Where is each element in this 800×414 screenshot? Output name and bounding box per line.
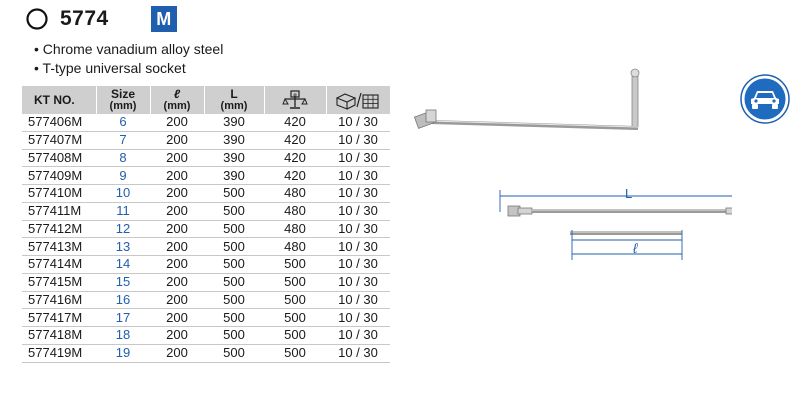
size-cell: 7 (96, 131, 150, 149)
size-cell: 11 (96, 202, 150, 220)
weight-cell: 420 (264, 149, 326, 167)
weight-cell: 500 (264, 327, 326, 345)
length-large-cell: 500 (204, 327, 264, 345)
kt-no-cell: 577416M (22, 291, 96, 309)
size-cell: 12 (96, 220, 150, 238)
car-application-icon (740, 74, 790, 124)
weight-cell: 500 (264, 291, 326, 309)
header-l-small (150, 86, 204, 114)
table-row (22, 309, 390, 327)
tool-diagram (412, 62, 732, 272)
length-small-cell: 200 (150, 238, 204, 256)
kt-no-cell: 577418M (22, 327, 96, 345)
kt-no-cell: 577415M (22, 273, 96, 291)
svg-text:g: g (293, 92, 297, 99)
t-handle-wrench-illustration (414, 69, 639, 128)
scale-weight-icon (264, 86, 326, 114)
kt-no-cell: 577417M (22, 309, 96, 327)
size-cell: 19 (96, 344, 150, 362)
weight-cell: 500 (264, 256, 326, 274)
spec-table (22, 86, 391, 363)
header-size-label: Size (110, 87, 135, 101)
length-small-cell: 200 (150, 309, 204, 327)
header-kt-no: KT NO. (22, 86, 96, 114)
kt-no-cell: 577409M (22, 167, 96, 185)
table-row (22, 131, 390, 149)
weight-cell: 500 (264, 309, 326, 327)
table-row (22, 327, 390, 345)
table-row (22, 202, 390, 220)
table-row (22, 167, 390, 185)
pack-cell: 10 / 30 (326, 131, 390, 149)
size-cell: 15 (96, 273, 150, 291)
size-cell: 16 (96, 291, 150, 309)
table-row (22, 291, 390, 309)
pack-cell: 10 / 30 (326, 220, 390, 238)
table-row (22, 220, 390, 238)
full-length-diagram (500, 190, 732, 216)
product-header (26, 4, 177, 34)
weight-cell: 480 (264, 202, 326, 220)
pack-cell: 10 / 30 (326, 167, 390, 185)
header-l-large-unit: (mm) (220, 100, 248, 112)
length-small-cell: 200 (150, 149, 204, 167)
length-small-cell: 200 (150, 131, 204, 149)
length-large-cell: 390 (204, 167, 264, 185)
material-badge: M (151, 6, 177, 32)
weight-cell: 420 (264, 131, 326, 149)
pack-cell: 10 / 30 (326, 238, 390, 256)
pack-cell: 10 / 30 (326, 185, 390, 203)
length-small-cell: 200 (150, 344, 204, 362)
pack-cell: 10 / 30 (326, 344, 390, 362)
header-l-small-label: ℓ (173, 87, 181, 101)
length-large-cell: 500 (204, 256, 264, 274)
weight-cell: 420 (264, 114, 326, 131)
table-row (22, 273, 390, 291)
table-row (22, 185, 390, 203)
kt-no-cell: 577419M (22, 344, 96, 362)
size-cell: 8 (96, 149, 150, 167)
model-number: 5774 (60, 7, 109, 30)
weight-cell: 420 (264, 167, 326, 185)
length-small-cell: 200 (150, 185, 204, 203)
length-large-cell: 390 (204, 131, 264, 149)
size-cell: 17 (96, 309, 150, 327)
table-row (22, 344, 390, 362)
length-large-cell: 500 (204, 202, 264, 220)
pack-cell: 10 / 30 (326, 202, 390, 220)
length-small-cell: 200 (150, 256, 204, 274)
dimension-label-L: L (625, 186, 633, 201)
box-pack-icon (326, 86, 390, 114)
table-row (22, 256, 390, 274)
length-large-cell: 500 (204, 291, 264, 309)
weight-cell: 500 (264, 344, 326, 362)
kt-no-cell: 577412M (22, 220, 96, 238)
length-large-cell: 500 (204, 220, 264, 238)
length-small-cell: 200 (150, 202, 204, 220)
pack-cell: 10 / 30 (326, 273, 390, 291)
kt-no-cell: 577413M (22, 238, 96, 256)
length-large-cell: 500 (204, 344, 264, 362)
size-cell: 18 (96, 327, 150, 345)
kt-no-cell: 577406M (22, 114, 96, 131)
length-large-cell: 390 (204, 149, 264, 167)
pack-cell: 10 / 30 (326, 114, 390, 131)
length-large-cell: 500 (204, 185, 264, 203)
pack-cell: 10 / 30 (326, 149, 390, 167)
dimension-label-l: ℓ (633, 240, 638, 256)
length-small-cell: 200 (150, 327, 204, 345)
length-small-cell: 200 (150, 114, 204, 131)
size-cell: 14 (96, 256, 150, 274)
size-cell: 6 (96, 114, 150, 131)
length-large-cell: 390 (204, 114, 264, 131)
feature-item: • T-type universal socket (34, 60, 186, 76)
size-cell: 10 (96, 185, 150, 203)
header-size (96, 86, 150, 114)
weight-cell: 480 (264, 185, 326, 203)
pack-cell: 10 / 30 (326, 309, 390, 327)
size-cell: 9 (96, 167, 150, 185)
kt-no-cell: 577411M (22, 202, 96, 220)
kt-no-cell: 577407M (22, 131, 96, 149)
table-row (22, 238, 390, 256)
header-l-large-label: L (230, 87, 238, 101)
length-small-cell: 200 (150, 291, 204, 309)
kt-no-cell: 577410M (22, 185, 96, 203)
handle-length-diagram (570, 230, 682, 260)
table-header-row (22, 86, 390, 114)
pack-cell: 10 / 30 (326, 327, 390, 345)
length-small-cell: 200 (150, 220, 204, 238)
weight-cell: 480 (264, 220, 326, 238)
feature-list (34, 40, 223, 78)
header-l-large (204, 86, 264, 114)
hexagon-icon (26, 8, 48, 30)
size-cell: 13 (96, 238, 150, 256)
table-row (22, 114, 390, 131)
length-large-cell: 500 (204, 238, 264, 256)
header-size-unit: (mm) (109, 100, 137, 112)
weight-cell: 480 (264, 238, 326, 256)
length-large-cell: 500 (204, 309, 264, 327)
length-large-cell: 500 (204, 273, 264, 291)
pack-cell: 10 / 30 (326, 291, 390, 309)
weight-cell: 500 (264, 273, 326, 291)
table-row (22, 149, 390, 167)
pack-cell: 10 / 30 (326, 256, 390, 274)
feature-item: • Chrome vanadium alloy steel (34, 41, 224, 57)
kt-no-cell: 577408M (22, 149, 96, 167)
length-small-cell: 200 (150, 273, 204, 291)
kt-no-cell: 577414M (22, 256, 96, 274)
header-l-small-unit: (mm) (163, 100, 191, 112)
length-small-cell: 200 (150, 167, 204, 185)
